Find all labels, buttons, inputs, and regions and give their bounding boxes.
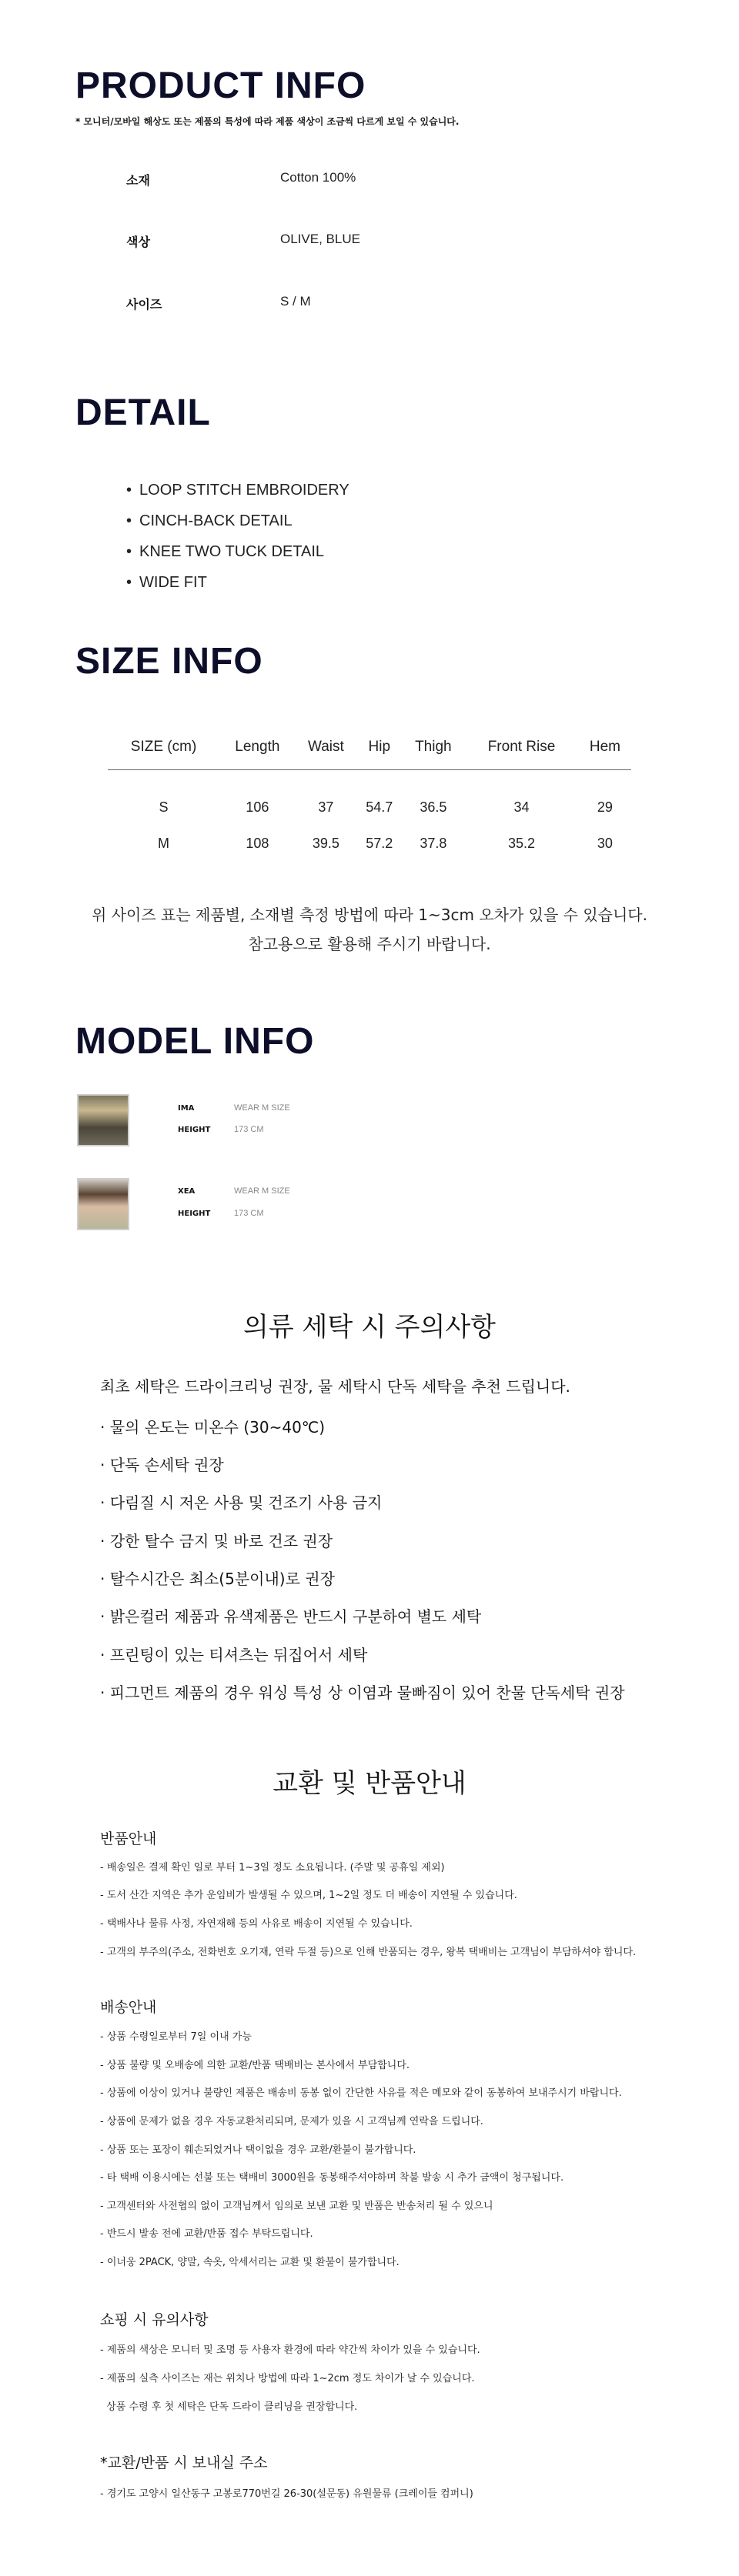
size-cell: 35.2: [507, 836, 536, 851]
exchange-title: 교환 및 반품안내: [273, 1768, 466, 1799]
model-height-value: 173 CM: [234, 1209, 264, 1218]
size-col-header: SIZE (cm): [108, 725, 219, 769]
list-item: - 제품의 실측 사이즈는 재는 위치나 방법에 따라 1~2cm 정도 차이가 날 수 있습니다.: [100, 2373, 475, 2384]
info-key-material: 소재: [126, 173, 150, 188]
size-cell: 57.2: [366, 836, 393, 851]
info-key-size: 사이즈: [126, 297, 162, 312]
size-cell: 30: [597, 836, 613, 851]
info-value-material: Cotton 100%: [280, 170, 356, 185]
model-photo: [77, 1178, 129, 1230]
list-item: - 도서 산간 지역은 추가 운임비가 발생될 수 있으며, 1~2일 정도 더 배송이 지연될 수 있습니다.: [100, 1890, 517, 1901]
washing-intro: 최초 세탁은 드라이크리닝 권장, 물 세탁시 단독 세탁을 추천 드립니다.: [100, 1377, 570, 1396]
list-item: · 단독 손세탁 권장: [100, 1456, 224, 1474]
size-cell: 54.7: [366, 799, 393, 816]
list-item: · 다림질 시 저온 사용 및 건조기 사용 금지: [100, 1493, 383, 1512]
return-address: - 경기도 고양시 일산동구 고봉로770번길 26-30(설문동) 유원물류 (크레이들 컴퍼니): [100, 2488, 473, 2500]
list-item: - 이너웅 2PACK, 양말, 속옷, 악세서리는 교환 및 환불이 불가합니다.: [100, 2257, 400, 2268]
table-row: [108, 826, 631, 862]
size-cell: 106: [246, 799, 269, 816]
size-info-title: SIZE INFO: [75, 641, 263, 682]
size-col-header: Front Rise: [464, 725, 579, 769]
delivery-heading: 배송안내: [100, 1999, 157, 2016]
size-col-header: Thigh: [403, 725, 465, 769]
size-table-header-row: [108, 725, 631, 769]
size-table: [108, 725, 631, 862]
list-item: 상품 수령 후 첫 세탁은 단독 드라이 클리닝을 권장합니다.: [100, 2401, 358, 2413]
size-note-line2: 참고용으로 활용해 주시기 바랍니다.: [248, 935, 491, 953]
list-item: - 상품 수령일로부터 7일 이내 가능: [100, 2031, 252, 2043]
list-item: - 배송일은 결제 확인 일로 부터 1~3일 정도 소요됩니다. (주말 및 공휴일 제외): [100, 1862, 445, 1874]
size-cell: 39.5: [312, 836, 339, 851]
model-wear-size: WEAR M SIZE: [234, 1186, 290, 1196]
list-item: · 프린팅이 있는 티셔츠는 뒤집어서 세탁: [100, 1646, 368, 1664]
address-heading: *교환/반품 시 보내실 주소: [100, 2454, 268, 2471]
list-item: · 물의 온도는 미온수 (30~40℃): [100, 1418, 326, 1436]
info-key-color: 색상: [126, 235, 150, 249]
list-item: - 상품에 이상이 있거나 불량인 제품은 배송비 동봉 없이 간단한 사유를 적은 메모와 같이 동봉하여 보내주시기 바랍니다.: [100, 2087, 622, 2099]
list-item: - 타 택배 이용시에는 선불 또는 택배비 3000원을 동봉해주셔야하며 착불 발송 시 추가 금액이 청구됩니다.: [100, 2172, 564, 2184]
info-value-size: S / M: [280, 294, 311, 309]
table-row: [108, 769, 631, 826]
detail-item: • WIDE FIT: [126, 574, 207, 592]
size-cell: S: [159, 799, 169, 816]
model-name: IMA: [178, 1104, 195, 1113]
list-item: - 택배사나 물류 사정, 자연재해 등의 사유로 배송이 지연될 수 있습니다.: [100, 1918, 413, 1930]
shopping-heading: 쇼핑 시 유의사항: [100, 2311, 209, 2328]
size-cell: 108: [246, 836, 269, 851]
list-item: · 피그먼트 제품의 경우 워싱 특성 상 이염과 물빠짐이 있어 찬물 단독세탁 권장: [100, 1683, 625, 1702]
size-cell: M: [158, 836, 170, 851]
model-name: XEA: [178, 1187, 196, 1196]
list-item: · 밝은컬러 제품과 유색제품은 반드시 구분하여 별도 세탁: [100, 1607, 482, 1626]
model-photo: [77, 1094, 129, 1146]
list-item: · 강한 탈수 금지 및 바로 건조 권장: [100, 1532, 333, 1550]
product-info-note: * 모니터/모바일 해상도 또는 제품의 특성에 따라 제품 색상이 조금씩 다르게 보일 수 있습니다.: [75, 116, 460, 127]
list-item: - 상품에 문제가 없을 경우 자동교환처리되며, 문제가 있을 시 고객님께 연락을 드립니다.: [100, 2116, 483, 2127]
size-col-header: Hem: [579, 725, 631, 769]
size-cell: 37.8: [420, 836, 447, 851]
return-heading: 반품안내: [100, 1830, 157, 1847]
model-info-title: MODEL INFO: [75, 1021, 315, 1062]
size-col-header: Waist: [296, 725, 356, 769]
size-cell: 36.5: [420, 799, 447, 816]
list-item: · 탈수시간은 최소(5분이내)로 권장: [100, 1570, 335, 1588]
size-cell: 29: [597, 799, 613, 816]
detail-item: • LOOP STITCH EMBROIDERY: [126, 482, 349, 499]
size-cell: 37: [318, 799, 334, 816]
size-cell: 34: [513, 799, 530, 816]
model-wear-size: WEAR M SIZE: [234, 1103, 290, 1113]
model-height-label: HEIGHT: [178, 1126, 211, 1134]
product-info-title: PRODUCT INFO: [75, 65, 366, 106]
list-item: - 고객센터와 사전협의 없이 고객님께서 임의로 보낸 교환 및 반품은 반송처리 될 수 있으니: [100, 2201, 493, 2212]
info-value-color: OLIVE, BLUE: [280, 232, 360, 246]
size-col-header: Length: [219, 725, 296, 769]
list-item: - 반드시 발송 전에 교환/반품 접수 부탁드립니다.: [100, 2228, 313, 2240]
list-item: - 고객의 부주의(주소, 전화번호 오기재, 연락 두절 등)으로 인해 반품되는 경우, 왕복 택배비는 고객님이 부담하셔야 합니다.: [100, 1947, 637, 1958]
list-item: - 제품의 색상은 모니터 및 조명 등 사용자 환경에 따라 약간씩 차이가 있을 수 있습니다.: [100, 2344, 480, 2356]
washing-title: 의류 세탁 시 주의사항: [242, 1312, 497, 1343]
model-height-value: 173 CM: [234, 1125, 264, 1134]
size-note-line1: 위 사이즈 표는 제품별, 소재별 측정 방법에 따라 1~3cm 오차가 있을 수 있습니다.: [92, 906, 647, 924]
detail-title: DETAIL: [75, 392, 211, 433]
detail-item: • CINCH-BACK DETAIL: [126, 512, 293, 530]
list-item: - 상품 불량 및 오배송에 의한 교환/반품 택배비는 본사에서 부담합니다.: [100, 2060, 410, 2071]
list-item: - 상품 또는 포장이 훼손되었거나 택이없을 경우 교환/환불이 불가합니다.: [100, 2144, 416, 2156]
model-height-label: HEIGHT: [178, 1210, 211, 1218]
detail-item: • KNEE TWO TUCK DETAIL: [126, 543, 324, 561]
size-col-header: Hip: [356, 725, 402, 769]
